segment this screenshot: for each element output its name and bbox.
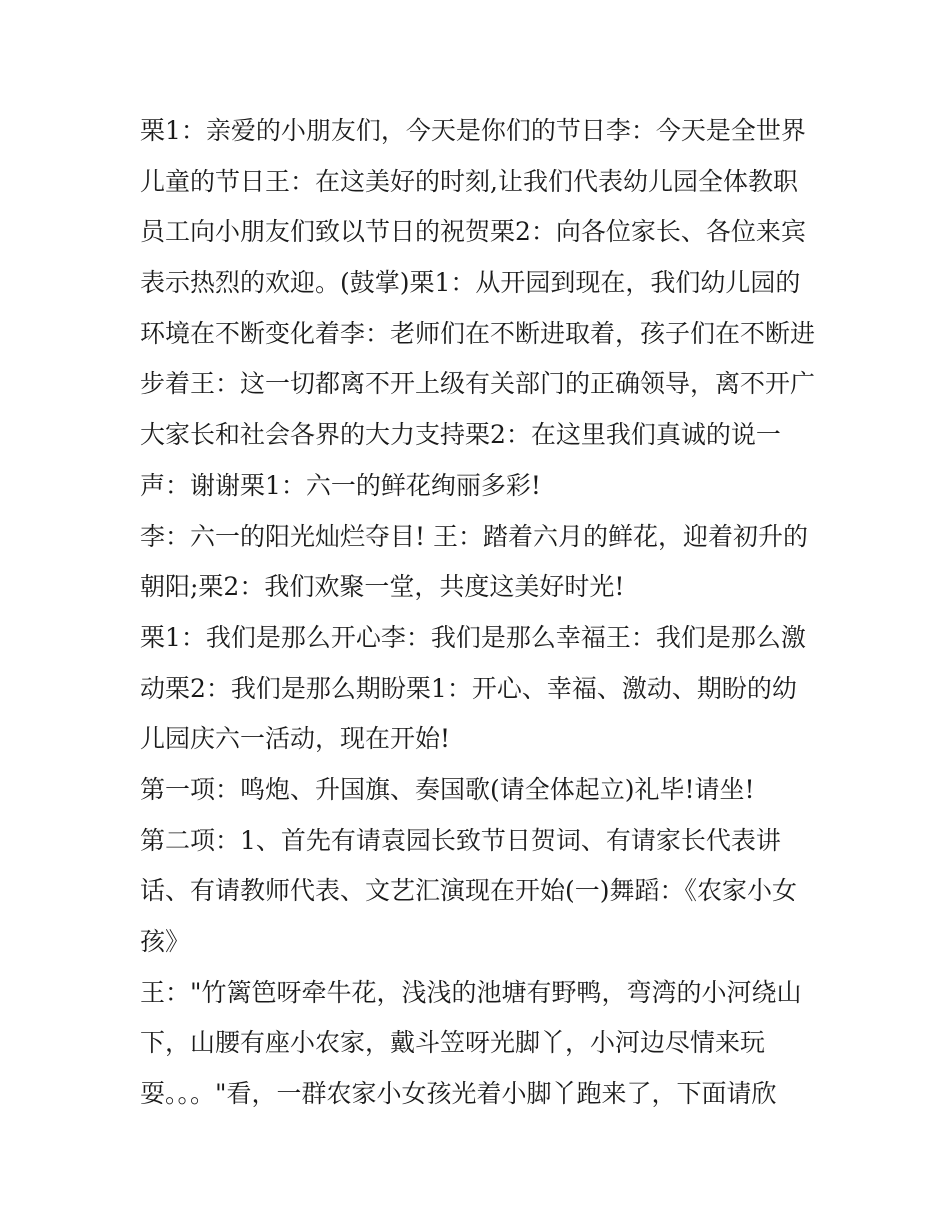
text-line: 声：谢谢栗1：六一的鲜花绚丽多彩!: [140, 470, 541, 500]
text-line: 大家长和社会各界的大力支持栗2：在这里我们真诚的说一: [140, 420, 781, 450]
text-line: 第一项：鸣炮、升国旗、奏国歌(请全体起立)礼毕!请坐!: [140, 774, 755, 804]
text-line: 王："竹篱笆呀牵牛花，浅浅的池塘有野鸭，弯湾的小河绕山: [140, 977, 802, 1007]
text-line: 步着王：这一切都离不开上级有关部门的正确领导，离不开广: [140, 369, 816, 399]
text-line: 下，山腰有座小农家，戴斗笠呀光脚丫，小河边尽情来玩: [140, 1028, 766, 1058]
text-line: 儿童的节日王：在这美好的时刻,让我们代表幼儿园全体教职: [140, 166, 798, 196]
document-body: [140, 106, 820, 1120]
text-line: 表示热烈的欢迎。(鼓掌)栗1：从开园到现在，我们幼儿园的: [140, 268, 801, 298]
text-line: 第二项：1、首先有请袁园长致节日贺词、有请家长代表讲: [140, 825, 781, 855]
text-line: 环境在不断变化着李：老师们在不断进取着，孩子们在不断进: [140, 318, 816, 348]
text-line: 耍。。。"看，一群农家小女孩光着小脚丫跑来了，下面请欣: [140, 1079, 777, 1109]
text-line: 李：六一的阳光灿烂夺目! 王：踏着六月的鲜花，迎着初升的: [140, 521, 808, 551]
text-line: 栗1：亲爱的小朋友们，今天是你们的节日李：今天是全世界: [140, 116, 806, 145]
text-line: 动栗2：我们是那么期盼栗1：开心、幸福、激动、期盼的幼: [140, 673, 797, 703]
text-line: 员工向小朋友们致以节日的祝贺栗2：向各位家长、各位来宾: [140, 217, 806, 247]
text-line: 栗1：我们是那么开心李：我们是那么幸福王：我们是那么激: [140, 622, 806, 652]
text-line: 孩》: [140, 927, 191, 956]
text-line: 儿园庆六一活动，现在开始!: [140, 724, 451, 754]
text-line: 话、有请教师代表、文艺汇演现在开始(一)舞蹈：《农家小女: [140, 876, 798, 906]
text-line: 朝阳;栗2：我们欢聚一堂，共度这美好时光!: [140, 572, 625, 602]
